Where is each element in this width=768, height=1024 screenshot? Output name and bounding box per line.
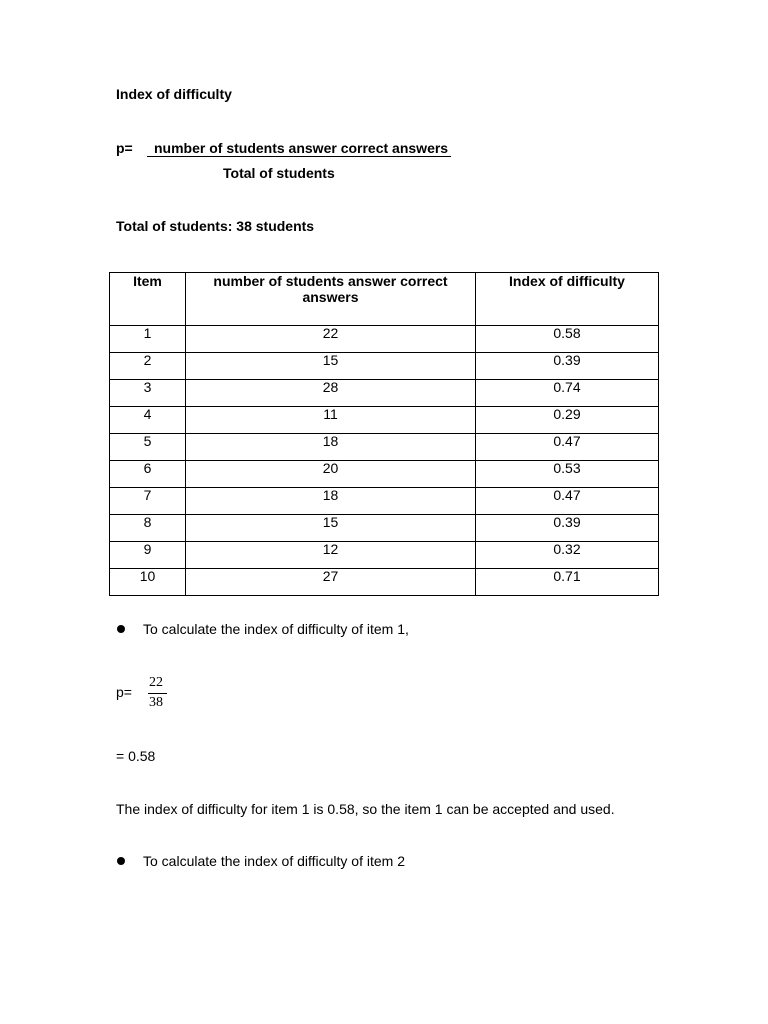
cell-item: 5 bbox=[110, 434, 186, 461]
table-row bbox=[110, 569, 659, 596]
cell-index: 0.39 bbox=[476, 353, 659, 380]
fraction-denominator: 38 bbox=[149, 695, 163, 710]
cell-item: 10 bbox=[110, 569, 186, 596]
cell-item: 9 bbox=[110, 542, 186, 569]
table-header-row bbox=[110, 273, 659, 326]
formula-denominator: Total of students bbox=[223, 165, 335, 181]
table-row bbox=[110, 488, 659, 515]
header-index-of-difficulty: Index of difficulty bbox=[476, 273, 659, 326]
table-row bbox=[110, 515, 659, 542]
cell-correct: 18 bbox=[186, 434, 476, 461]
cell-index: 0.71 bbox=[476, 569, 659, 596]
total-students-line: Total of students: 38 students bbox=[116, 218, 315, 234]
header-correct-answers: number of students answer correct answers bbox=[186, 273, 476, 326]
formula-p-label: p= bbox=[116, 140, 133, 156]
fraction-bar bbox=[148, 693, 167, 694]
header-item: Item bbox=[110, 273, 186, 326]
cell-item: 8 bbox=[110, 515, 186, 542]
table-row bbox=[110, 407, 659, 434]
cell-index: 0.29 bbox=[476, 407, 659, 434]
cell-index: 0.58 bbox=[476, 326, 659, 353]
cell-item: 4 bbox=[110, 407, 186, 434]
formula-numerator: number of students answer correct answers bbox=[147, 140, 451, 157]
cell-correct: 20 bbox=[186, 461, 476, 488]
table-row bbox=[110, 380, 659, 407]
document-title: Index of difficulty bbox=[116, 86, 232, 102]
result-line: = 0.58 bbox=[116, 748, 156, 764]
cell-correct: 28 bbox=[186, 380, 476, 407]
cell-index: 0.53 bbox=[476, 461, 659, 488]
difficulty-table bbox=[109, 272, 659, 596]
cell-index: 0.39 bbox=[476, 515, 659, 542]
cell-correct: 18 bbox=[186, 488, 476, 515]
table-row bbox=[110, 542, 659, 569]
bullet-icon bbox=[117, 625, 125, 633]
fraction-numerator: 22 bbox=[149, 675, 163, 690]
cell-item: 6 bbox=[110, 461, 186, 488]
table-row bbox=[110, 434, 659, 461]
bullet-item-1-text: To calculate the index of difficulty of item 1, bbox=[143, 621, 409, 637]
table-row bbox=[110, 353, 659, 380]
bullet-item-2-text: To calculate the index of difficulty of item 2 bbox=[143, 853, 405, 869]
cell-index: 0.32 bbox=[476, 542, 659, 569]
cell-index: 0.47 bbox=[476, 488, 659, 515]
cell-correct: 11 bbox=[186, 407, 476, 434]
cell-correct: 27 bbox=[186, 569, 476, 596]
cell-item: 3 bbox=[110, 380, 186, 407]
table-row bbox=[110, 326, 659, 353]
cell-index: 0.74 bbox=[476, 380, 659, 407]
cell-correct: 15 bbox=[186, 353, 476, 380]
cell-correct: 15 bbox=[186, 515, 476, 542]
table-row bbox=[110, 461, 659, 488]
example-p-label: p= bbox=[116, 684, 132, 700]
bullet-icon bbox=[117, 857, 125, 865]
conclusion-text: The index of difficulty for item 1 is 0.58, so the item 1 can be accepted and used. bbox=[116, 801, 615, 817]
cell-correct: 12 bbox=[186, 542, 476, 569]
cell-item: 2 bbox=[110, 353, 186, 380]
cell-item: 1 bbox=[110, 326, 186, 353]
cell-item: 7 bbox=[110, 488, 186, 515]
cell-correct: 22 bbox=[186, 326, 476, 353]
cell-index: 0.47 bbox=[476, 434, 659, 461]
